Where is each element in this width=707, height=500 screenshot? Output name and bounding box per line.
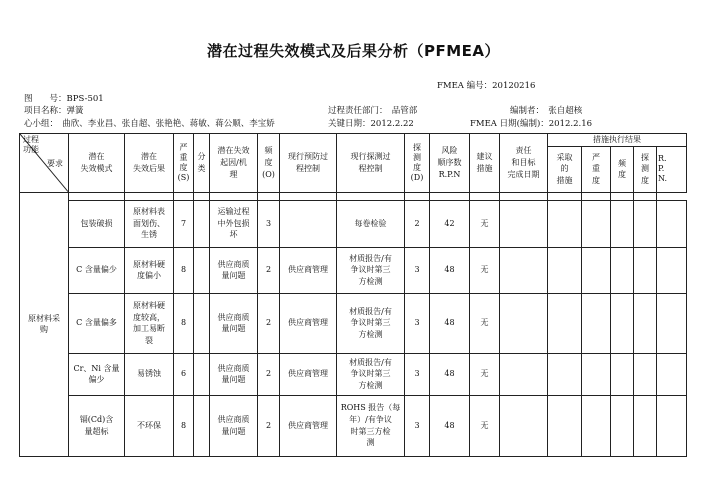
severity-cell: 8 xyxy=(174,247,194,293)
header-cause: 潜在失效 起因/机 理 xyxy=(210,134,258,193)
prevention-cell: 供应商管理 xyxy=(280,395,337,456)
cause-cell: 运输过程 中外包损 坏 xyxy=(210,200,258,247)
detection-control-cell: 材质报告/有 争议时第三 方检测 xyxy=(337,353,405,395)
action-cell: 无 xyxy=(470,247,500,293)
rpn-cell: 42 xyxy=(430,200,470,247)
header-function-label: 功能 xyxy=(23,145,39,155)
prevention-cell xyxy=(280,200,337,247)
effect-cell: 易锈蚀 xyxy=(125,353,174,395)
cause-cell: 供应商质 量问题 xyxy=(210,293,258,353)
severity-cell: 7 xyxy=(174,200,194,247)
occurrence-cell: 2 xyxy=(258,293,280,353)
prevention-cell: 供应商管理 xyxy=(280,247,337,293)
detection-control-cell: 每卷检验 xyxy=(337,200,405,247)
fmea-number: FMEA 编号：20120216 xyxy=(437,81,536,91)
detection-cell: 3 xyxy=(405,353,430,395)
severity-cell: 8 xyxy=(174,395,194,456)
header-process-function xyxy=(20,134,69,193)
header-failure-mode: 潜在 失效模式 xyxy=(69,134,125,193)
occurrence-cell: 2 xyxy=(258,395,280,456)
header-requirement-label: 要求 xyxy=(47,159,63,168)
header-severity: 严 重 度 (S) xyxy=(174,134,194,193)
header-result-detection: 探 测 度 xyxy=(634,146,657,192)
failure-mode-cell: 包装破损 xyxy=(69,200,125,247)
header-result-severity: 严 重 度 xyxy=(582,146,611,192)
detection-cell: 3 xyxy=(405,395,430,456)
header-detection: 探 测 度 (D) xyxy=(405,134,430,193)
table-row xyxy=(20,395,687,456)
project-name: 项目名称：弹簧 xyxy=(24,106,84,116)
header-action: 建议 措施 xyxy=(470,134,500,193)
prevention-cell: 供应商管理 xyxy=(280,293,337,353)
rpn-cell: 48 xyxy=(430,293,470,353)
severity-cell: 6 xyxy=(174,353,194,395)
effect-cell: 原材料表 面划伤、 生锈 xyxy=(125,200,174,247)
process-name: 原材料采 购 xyxy=(20,192,69,456)
class-cell xyxy=(194,353,210,395)
header-rpn: 风险 顺序数 R.P.N xyxy=(430,134,470,193)
severity-cell: 8 xyxy=(174,293,194,353)
failure-mode-cell: C 含量偏多 xyxy=(69,293,125,353)
detection-cell: 3 xyxy=(405,293,430,353)
effect-cell: 原材料硬 度偏小 xyxy=(125,247,174,293)
cause-cell: 供应商质 量问题 xyxy=(210,247,258,293)
header-action-taken: 采取 的 措施 xyxy=(548,146,582,192)
fmea-date: FMEA 日期(编制)：2012.2.16 xyxy=(470,119,593,129)
detection-control-cell: ROHS 报告（每 年）/有争议 时第三方检 测 xyxy=(337,395,405,456)
class-cell xyxy=(194,200,210,247)
action-cell: 无 xyxy=(470,293,500,353)
failure-mode-cell: Cr、Ni 含量 偏少 xyxy=(69,353,125,395)
header-results: 措施执行结果 xyxy=(548,134,687,147)
effect-cell: 不环保 xyxy=(125,395,174,456)
document-title: 潜在过程失效模式及后果分析（PFMEA） xyxy=(206,42,501,60)
occurrence-cell: 3 xyxy=(258,200,280,247)
rpn-cell: 48 xyxy=(430,247,470,293)
prevention-cell: 供应商管理 xyxy=(280,353,337,395)
header-occurrence: 频 度 (O) xyxy=(258,134,280,193)
rpn-cell: 48 xyxy=(430,353,470,395)
class-cell xyxy=(194,293,210,353)
class-cell xyxy=(194,395,210,456)
header-responsibility: 责任 和目标 完成日期 xyxy=(500,134,548,193)
header-process-label: 过程 xyxy=(23,135,39,144)
rpn-cell: 48 xyxy=(430,395,470,456)
process-department: 过程责任部门： 品管部 xyxy=(328,106,418,116)
detection-control-cell: 材质报告/有 争议时第三 方检测 xyxy=(337,247,405,293)
drawing-number: 图 号：BPS-501 xyxy=(24,94,104,104)
detection-control-cell: 材质报告/有 争议时第三 方检测 xyxy=(337,293,405,353)
table-row xyxy=(20,293,687,353)
occurrence-cell: 2 xyxy=(258,353,280,395)
cause-cell: 供应商质 量问题 xyxy=(210,395,258,456)
effect-cell: 原材料硬 度较高， 加工易断 裂 xyxy=(125,293,174,353)
action-cell: 无 xyxy=(470,353,500,395)
header-effect: 潜在 失效后果 xyxy=(125,134,174,193)
spacer-row xyxy=(20,192,687,200)
core-team: 心小组： 曲欣、李业昌、张自超、张艳艳、蒋敏、蒋公顺、李宝娇 xyxy=(24,119,275,129)
key-date: 关键日期：2012.2.22 xyxy=(328,119,414,129)
detection-cell: 3 xyxy=(405,247,430,293)
table-row xyxy=(20,247,687,293)
header-class: 分 类 xyxy=(194,134,210,193)
action-cell: 无 xyxy=(470,200,500,247)
cause-cell: 供应商质 量问题 xyxy=(210,353,258,395)
table-row xyxy=(20,353,687,395)
class-cell xyxy=(194,247,210,293)
pfmea-table xyxy=(19,133,687,457)
header-prevention: 现行预防过 程控制 xyxy=(280,134,337,193)
prepared-by: 编制者： 张自超核 xyxy=(510,106,583,116)
header-detection-control: 现行探测过 程控制 xyxy=(337,134,405,193)
detection-cell: 2 xyxy=(405,200,430,247)
failure-mode-cell: C 含量偏少 xyxy=(69,247,125,293)
occurrence-cell: 2 xyxy=(258,247,280,293)
header-result-rpn: R. P. N. xyxy=(657,146,687,192)
action-cell: 无 xyxy=(470,395,500,456)
header-result-occurrence: 频 度 xyxy=(611,146,634,192)
failure-mode-cell: 镉(Cd)含 量超标 xyxy=(69,395,125,456)
table-row xyxy=(20,200,687,247)
